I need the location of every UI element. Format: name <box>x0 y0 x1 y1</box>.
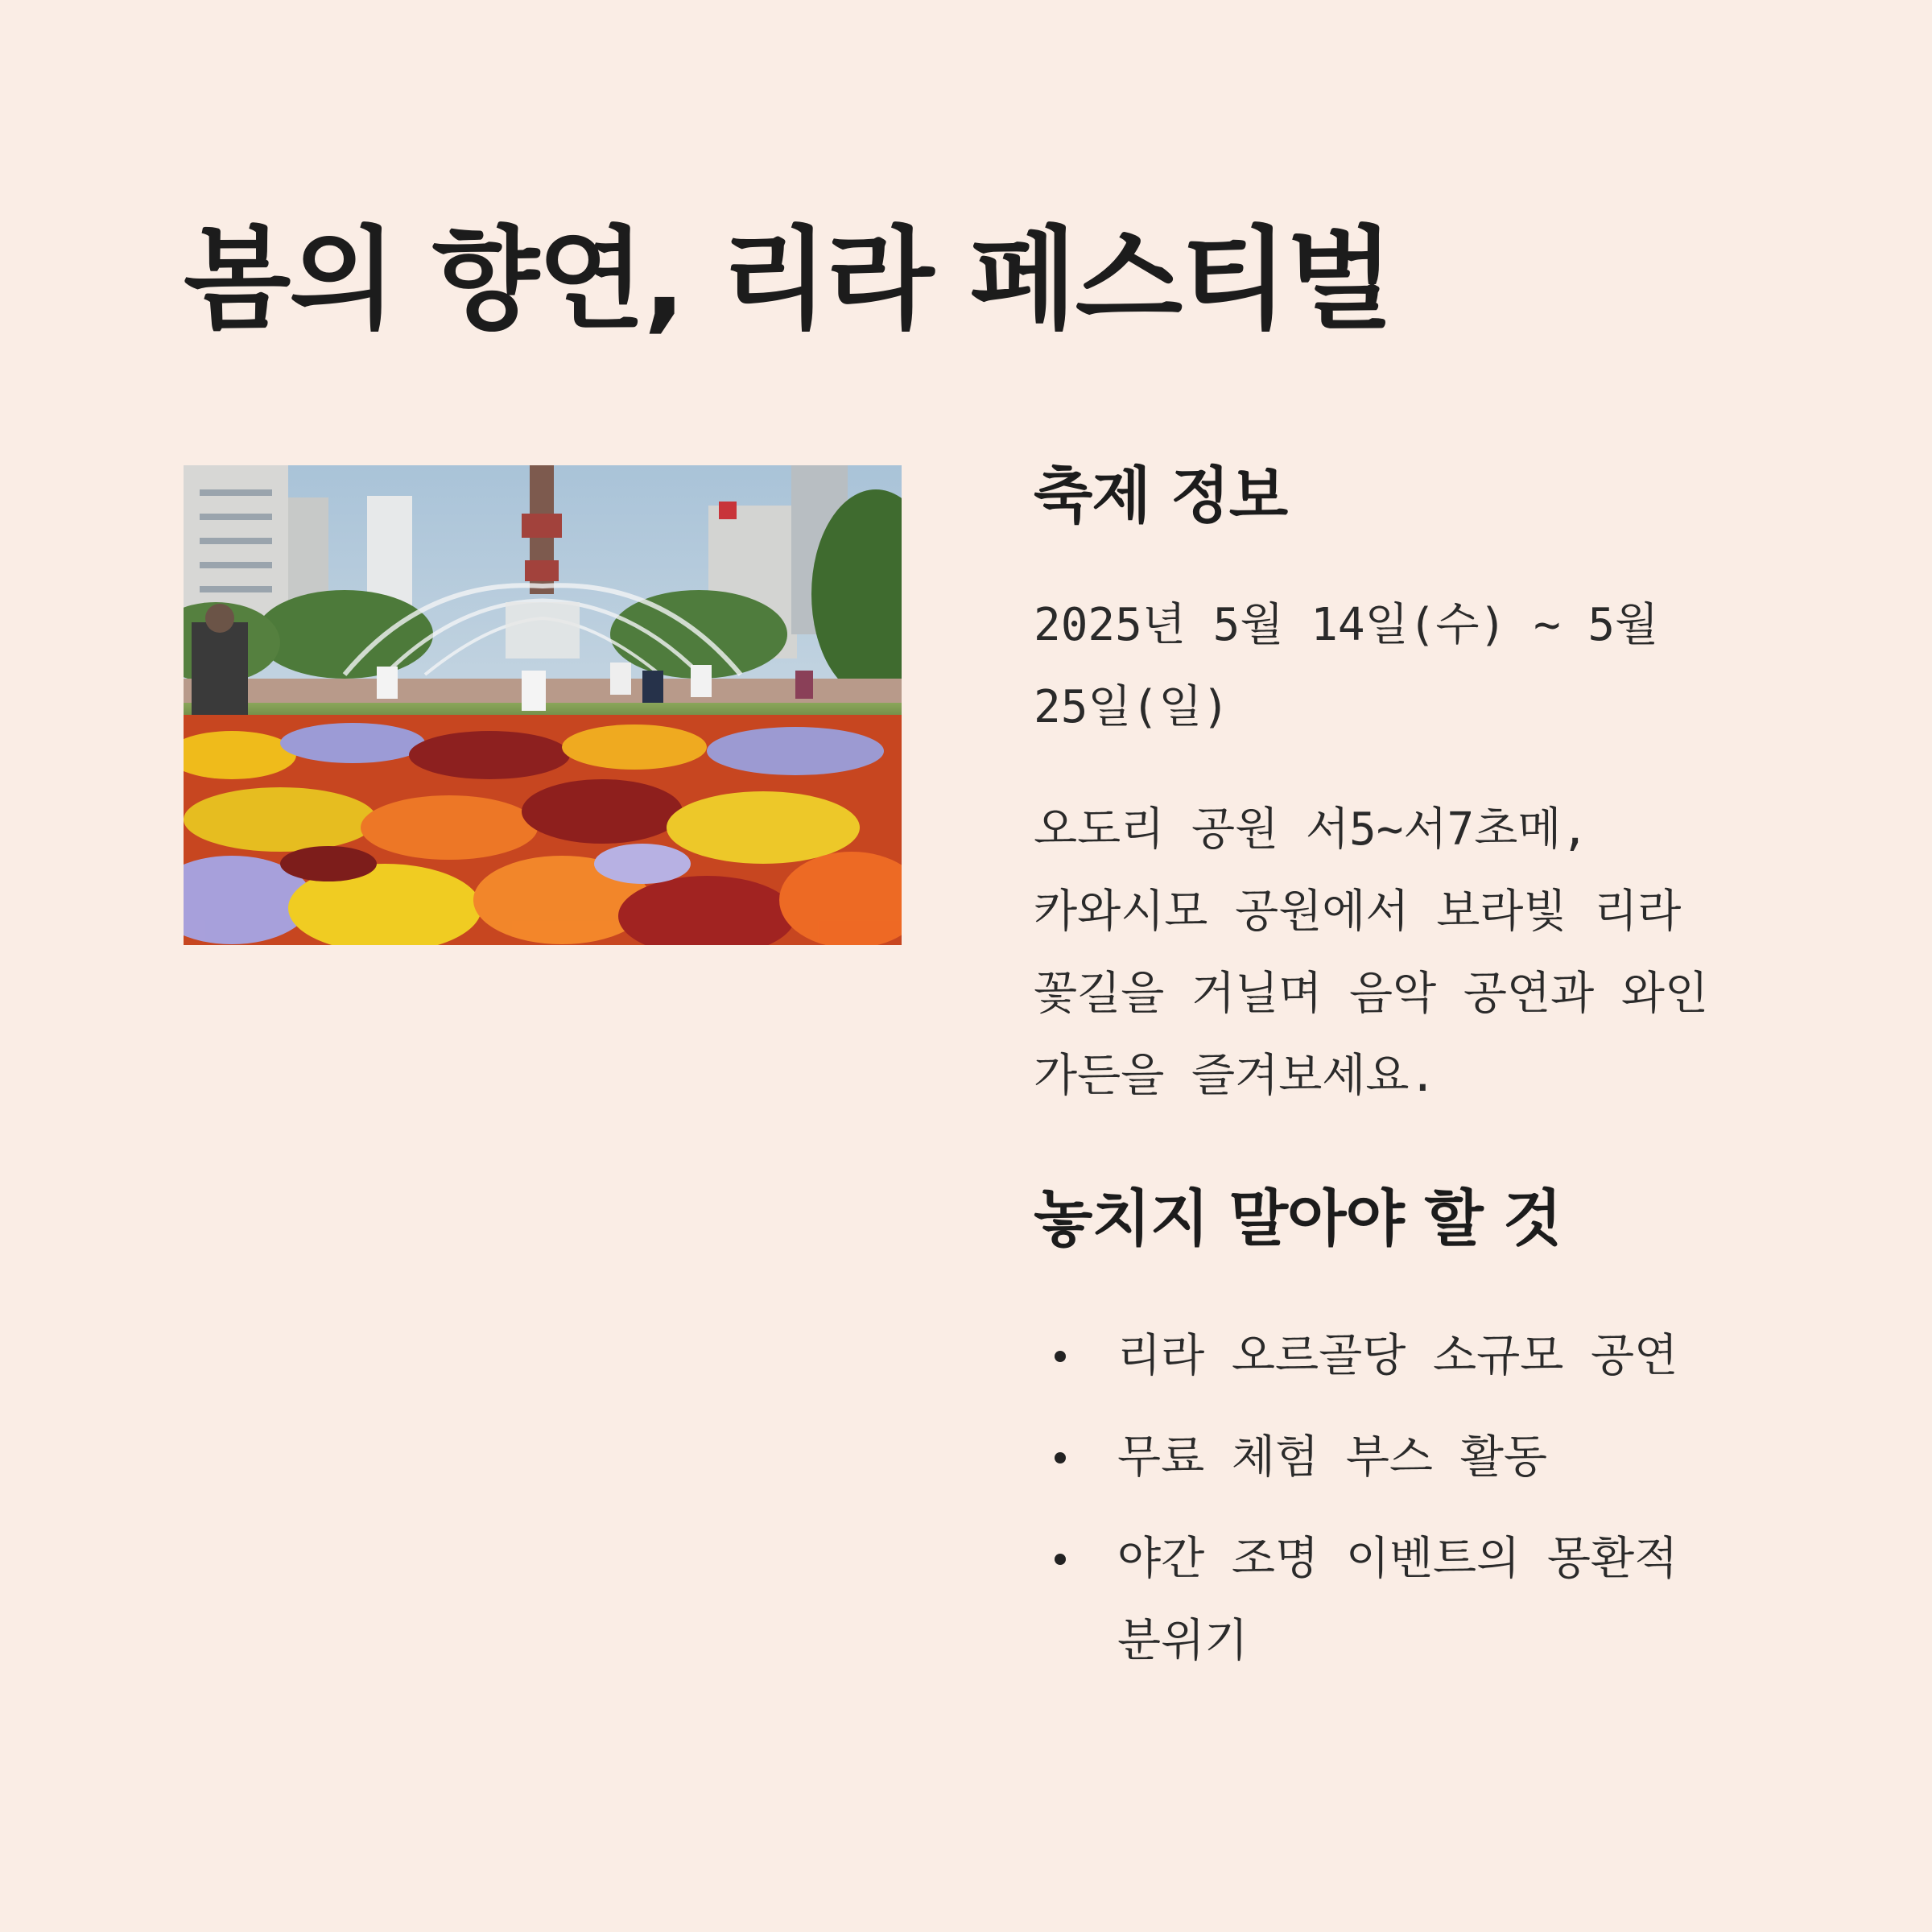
flower-field-photo <box>184 465 902 945</box>
highlights-list <box>1034 1315 1750 1682</box>
page-title: 봄의 향연, 리라 페스티벌 <box>184 215 1393 345</box>
bullet-icon <box>1055 1452 1066 1463</box>
highlight-item <box>1034 1315 1750 1397</box>
festival-content <box>1034 457 1750 1702</box>
bullet-icon <box>1055 1554 1066 1565</box>
festival-date: 2025년 5월 14일(수) ~ 5월 25일(일) <box>1034 599 1659 733</box>
park-flowers-illustration <box>184 465 902 945</box>
bullet-icon <box>1055 1351 1066 1362</box>
highlights-heading: 놓치지 말아야 할 것 <box>1034 1183 1562 1254</box>
festival-info-heading: 축제 정보 <box>1034 460 1288 531</box>
festival-description: 오도리 공원 서5~서7초메, 카와시모 공원에서 보라빛 리라 꽃길을 거닐며 음악 공연과 와인 가든을 즐겨보세요. <box>1034 803 1709 1102</box>
highlight-item <box>1034 1417 1750 1499</box>
highlight-text: 무료 체험 부스 활동 <box>1117 1431 1547 1484</box>
highlight-text: 리라 오르골당 소규모 공연 <box>1117 1330 1678 1382</box>
highlight-item <box>1034 1518 1750 1682</box>
highlight-text: 야간 조명 이벤트의 몽환적 분위기 <box>1117 1533 1678 1667</box>
